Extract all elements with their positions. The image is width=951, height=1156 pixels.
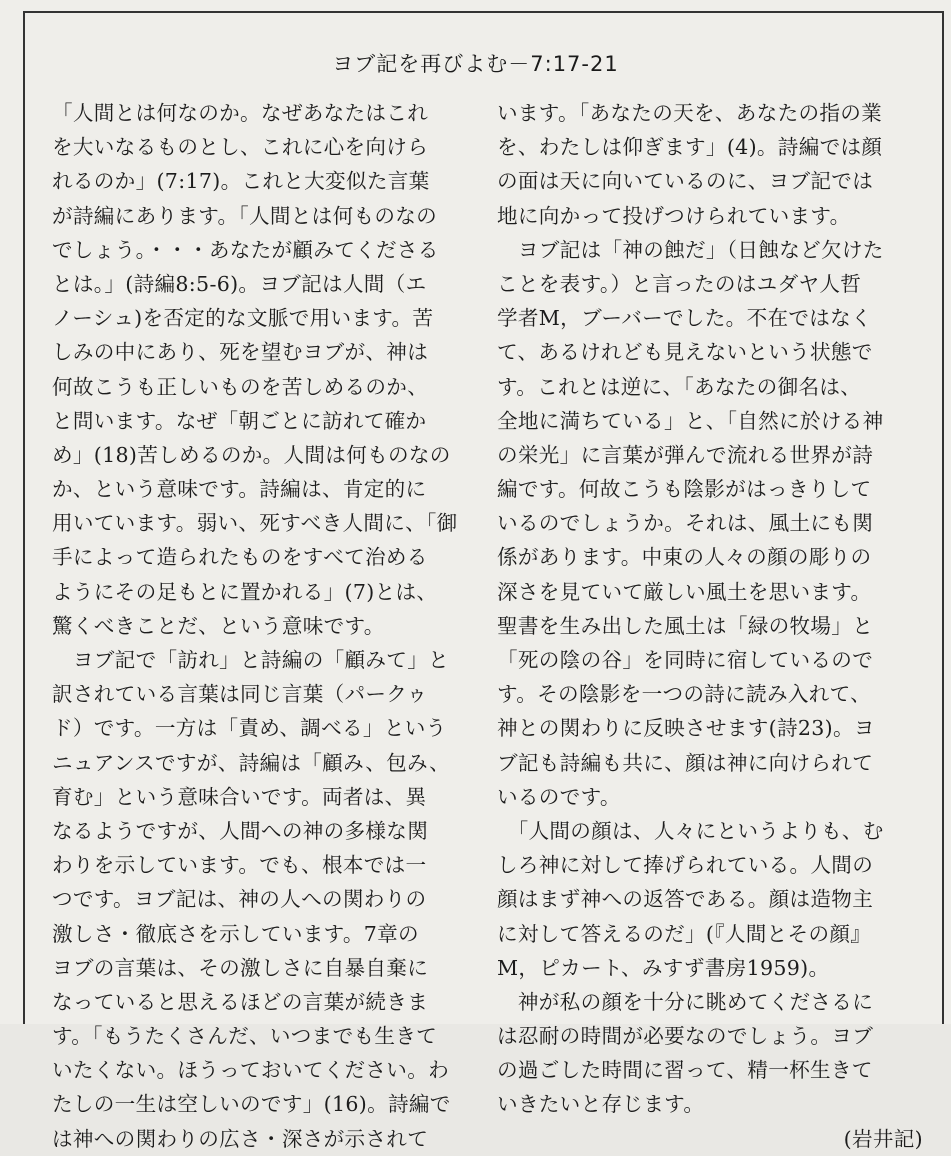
- text-line: す。その陰影を一つの詩に読み入れて、: [497, 682, 872, 707]
- text-line: を、わたしは仰ぎます」(4)。詩編では顔: [497, 135, 883, 160]
- text-line: ことを表す。）と言ったのはユダヤ人哲: [497, 271, 862, 296]
- text-line: と問います。なぜ「朝ごとに訪れて確か: [52, 408, 427, 433]
- text-line: 激しさ・徹底さを示しています。7章の: [52, 921, 419, 946]
- text-line: わりを示しています。でも、根本では一: [52, 853, 427, 878]
- text-line: 係があります。中東の人々の顔の彫りの: [497, 545, 872, 570]
- article-title: ヨブ記を再びよむ－7:17-21: [332, 52, 619, 76]
- text-line: は神への関わりの広さ・深さが示されて: [52, 1126, 429, 1151]
- text-line: ヨブの言葉は、その激しさに自暴自棄に: [52, 955, 429, 980]
- text-line: ようにその足もとに置かれる」(7)とは、: [52, 579, 438, 604]
- text-line: ノーシュ)を否定的な文脈で用います。苦: [52, 306, 434, 331]
- text-line: ヨブ記は「神の蝕だ」（日蝕など欠けた: [497, 237, 884, 262]
- text-line: ニュアンスですが、詩編は「顧み、包み、: [52, 750, 451, 775]
- text-line: の面は天に向いているのに、ヨブ記では: [497, 169, 874, 194]
- text-line: は忍耐の時間が必要なのでしょう。ヨブ: [497, 1024, 874, 1049]
- text-line: 神との関わりに反映させます(詩23)。ヨ: [497, 716, 875, 741]
- text-line: が詩編にあります。「人間とは何ものなの: [52, 203, 438, 228]
- text-line: 地に向かって投げつけられています。: [497, 203, 851, 228]
- text-line: いきたいと存じます。: [497, 1092, 705, 1117]
- text-line: 「死の陰の谷」を同時に宿しているので: [497, 648, 874, 672]
- text-line: 全地に満ちている」と、「自然に於ける神: [497, 408, 884, 433]
- text-line: 驚くべきことだ、という意味です。: [52, 613, 385, 638]
- text-line: か、という意味です。詩編は、肯定的に: [52, 477, 427, 502]
- text-line: 何故こうも正しいものを苦しめるのか、: [52, 374, 429, 399]
- text-line: いるのでしょうか。それは、風土にも関: [497, 511, 874, 536]
- text-line: す。「もうたくさんだ、いつまでも生きて: [52, 1024, 438, 1049]
- text-line: なるようですが、人間への神の多様な関: [52, 818, 429, 843]
- text-line: ヨブ記で「訪れ」と詩編の「顧みて」と: [52, 648, 449, 672]
- text-line: いるのです。: [497, 784, 621, 809]
- text-line: 育む」という意味合いです。両者は、異: [52, 784, 427, 809]
- text-line: 手によって造られたものをすべて治める: [52, 545, 428, 570]
- text-line: います。「あなたの天を、あなたの指の業: [497, 101, 883, 125]
- text-line: なっていると思えるほどの言葉が続きま: [52, 989, 429, 1014]
- text-line: を大いなるものとし、これに心を向けら: [52, 135, 429, 160]
- text-line: いたくない。ほうっておいてください。わ: [52, 1058, 449, 1083]
- text-line: 「人間とは何なのか。なぜあなたはこれ: [52, 101, 429, 125]
- text-line: とは。」(詩編8:5-6)。ヨブ記は人間（エ: [52, 271, 427, 296]
- text-line: 編です。何故こうも陰影がはっきりして: [497, 477, 872, 502]
- text-line: て、あるけれども見えないという状態で: [497, 340, 873, 365]
- text-line: す。これとは逆に、「あなたの御名は、: [497, 374, 862, 399]
- text-line: 神が私の顔を十分に眺めてくださるに: [497, 989, 874, 1014]
- text-line: でしょう。・・・あなたが顧みてくださる: [52, 237, 439, 262]
- text-line: しみの中にあり、死を望むヨブが、神は: [52, 340, 429, 365]
- text-line: 用いています。弱い、死すべき人間に、「御: [52, 511, 458, 536]
- right-column: [497, 96, 929, 1156]
- text-line: 聖書を生み出した風土は「緑の牧場」と: [497, 613, 874, 638]
- text-line: れるのか」(7:17)。これと大変似た言葉: [52, 169, 430, 194]
- text-line: 深さを見ていて厳しい風土を思います。: [497, 579, 872, 604]
- text-line: しろ神に対して捧げられている。人間の: [497, 853, 874, 878]
- text-line: M，ピカート、みすず書房1959)。: [497, 955, 830, 980]
- text-line: の栄光」に言葉が弾んで流れる世界が詩: [497, 442, 874, 467]
- text-line: ド）です。一方は「責め、調べる」という: [52, 716, 447, 741]
- left-column: [52, 96, 484, 1156]
- text-line: つです。ヨブ記は、神の人への関わりの: [52, 887, 427, 912]
- text-line: たしの一生は空しいのです」(16)。詩編で: [52, 1092, 451, 1117]
- text-line: 訳されている言葉は同じ言葉（パークゥ: [52, 682, 428, 707]
- text-line: ブ記も詩編も共に、顔は神に向けられて: [497, 750, 874, 775]
- text-line: 顔はまず神への返答である。顔は造物主: [497, 887, 874, 912]
- text-line: の過ごした時間に習って、精一杯生きて: [497, 1058, 873, 1083]
- text-line: 学者M，ブーバーでした。不在ではなく: [497, 306, 872, 331]
- text-line: め」(18)苦しめるのか。人間は何ものなの: [52, 442, 451, 467]
- author-signature: (岩井記): [843, 1126, 923, 1151]
- text-line: に対して答えるのだ」(『人間とその顔』: [497, 921, 872, 946]
- text-line: 「人間の顔は、人々にというよりも、む: [497, 818, 884, 843]
